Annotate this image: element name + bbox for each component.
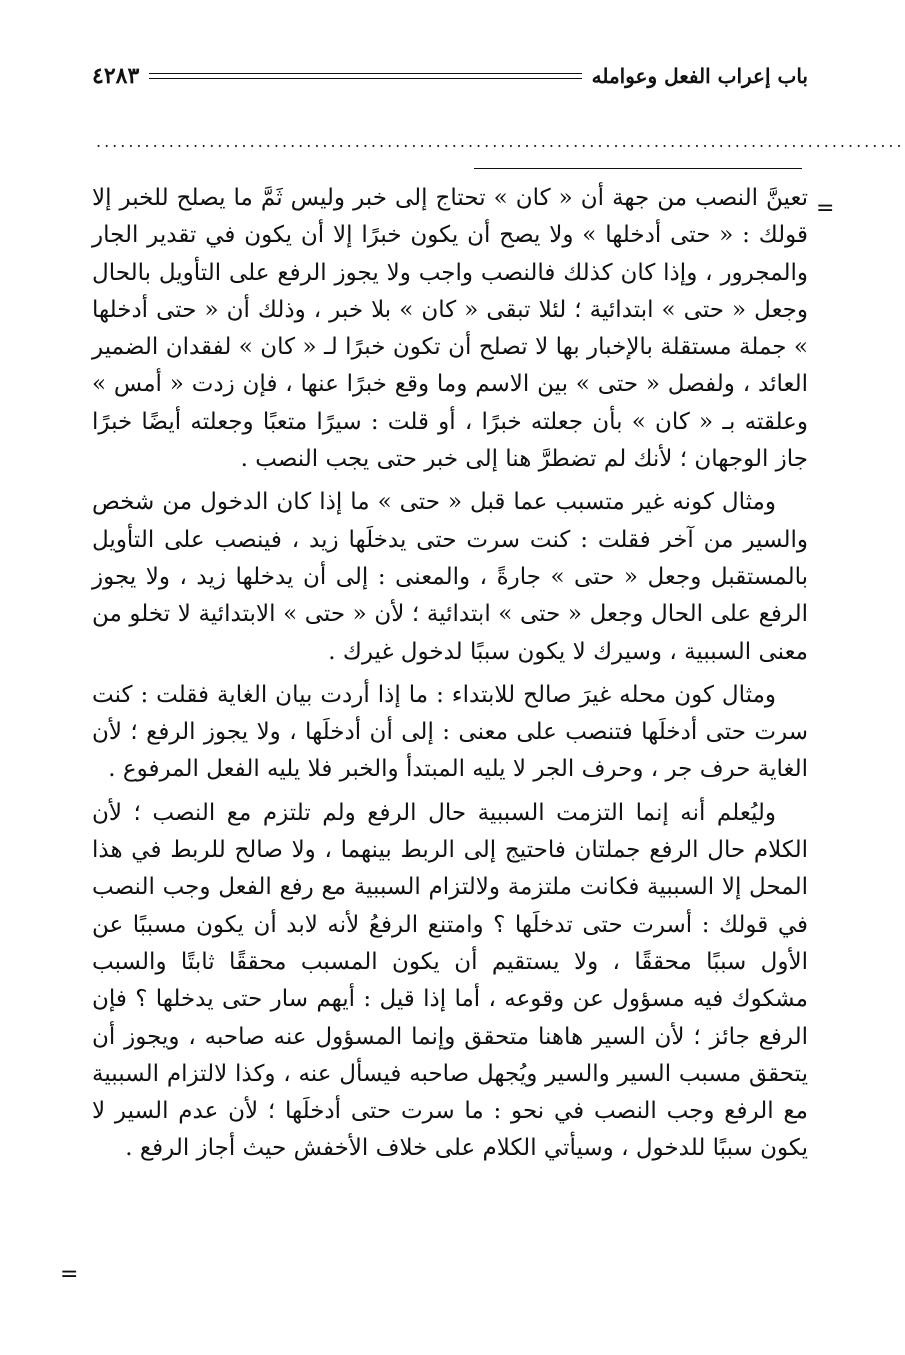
paragraph-4: وليُعلم أنه إنما التزمت السببية حال الرفع ولم تلتزم مع النصب ؛ لأن الكلام حال الرفع جملتان فاحتيج إلى الربط بينهما ، ولا صالح للربط في هذا المحل إلا السببية فكانت ملتزمة ولالتزام السببية مع رفع الفعل وجب النصب في قولك : أسرت حتى تدخلَها ؟ وامتنع الرفعُ لأنه لابد أن يكون مسببًا عن الأول سببًا محققًا ، ولا يستقيم أن يكون المسبب محققًا ثابتًا والسبب مشكوك فيه مسؤول عن وقوعه ، أما إذا قيل : أيهم سار حتى يدخلها ؟ فإن الرفع جائز ؛ لأن السير هاهنا متحقق وإنما المسؤول عنه صاحبه ، ويجوز أن يتحقق مسبب السير والسير ويُجهل صاحبه فيسأل عنه ، وكذا لالتزام السببية مع الرفع وجب النصب في نحو : ما سرت حتى أدخلَها ؛ لأن عدم السير لا يكون سببًا للدخول ، وسيأتي الكلام على خلاف الأخفش حيث أجاز الرفع . [92,799,808,1162]
paragraph-1: تعينَّ النصب من جهة أن « كان » تحتاج إلى خبر وليس ثَمَّ ما يصلح للخبر إلا قولك : « حتى أدخلها » ولا يصح أن يكون خبرًا إلا أن يكون في تقدير الجار والمجرور ، وإذا كان كذلك فالنصب واجب ولا يجوز الرفع على التأويل بالحال وجعل « حتى » ابتدائية ؛ لئلا تبقى « كان » بلا خبر ، وذلك أن « حتى أدخلها » جملة مستقلة بالإخبار بها لا تصلح أن تكون خبرًا لـ « كان » لفقدان الضمير العائد ، ولفصل « حتى » بين الاسم وما وقع خبرًا عنها ، فإن زدت « أمس » وعلقته بـ « كان » بأن جعلته خبرًا ، أو قلت : سيرًا متعبًا وجعلته أيضًا خبرًا جاز الوجهان ؛ لأنك لم تضطرَّ هنا إلى خبر حتى يجب النصب . [92,185,808,473]
running-header [92,58,808,94]
continuation-marker-top: = [816,196,835,221]
continuation-marker-bottom: = [60,1262,79,1287]
chapter-title: باب إعراب الفعل وعوامله [591,64,808,88]
footnote-body [92,180,808,1168]
footnote-rule [474,168,802,169]
page-number: ٤٢٨٣ [92,63,140,89]
paragraph-2: ومثال كونه غير متسبب عما قبل « حتى » ما إذا كان الدخول من شخص والسير من آخر فقلت : كنت سرت حتى يدخلَها زيد ، فينصب على التأويل بالمستقبل وجعل « حتى » جارةً ، والمعنى : إلى أن يدخلها زيد ، ولا يجوز الرفع على الحال وجعل « حتى » ابتدائية ؛ لأن « حتى » الابتدائية لا تخلو من معنى السببية ، وسيرك لا يكون سببًا لدخول غيرك . [92,489,808,665]
paragraph-3: ومثال كون محله غيرَ صالح للابتداء : ما إذا أردت بيان الغاية فقلت : كنت سرت حتى أدخلَها فتنصب على معنى : إلى أن أدخلَها ، ولا يجوز الرفع ؛ لأن الغاية حرف جر ، وحرف الجر لا يليه المبتدأ والخبر فلا يليه الفعل المرفوع . [92,681,808,783]
header-double-rule [149,73,581,79]
dotted-separator: .................................................................................................... [96,132,905,151]
